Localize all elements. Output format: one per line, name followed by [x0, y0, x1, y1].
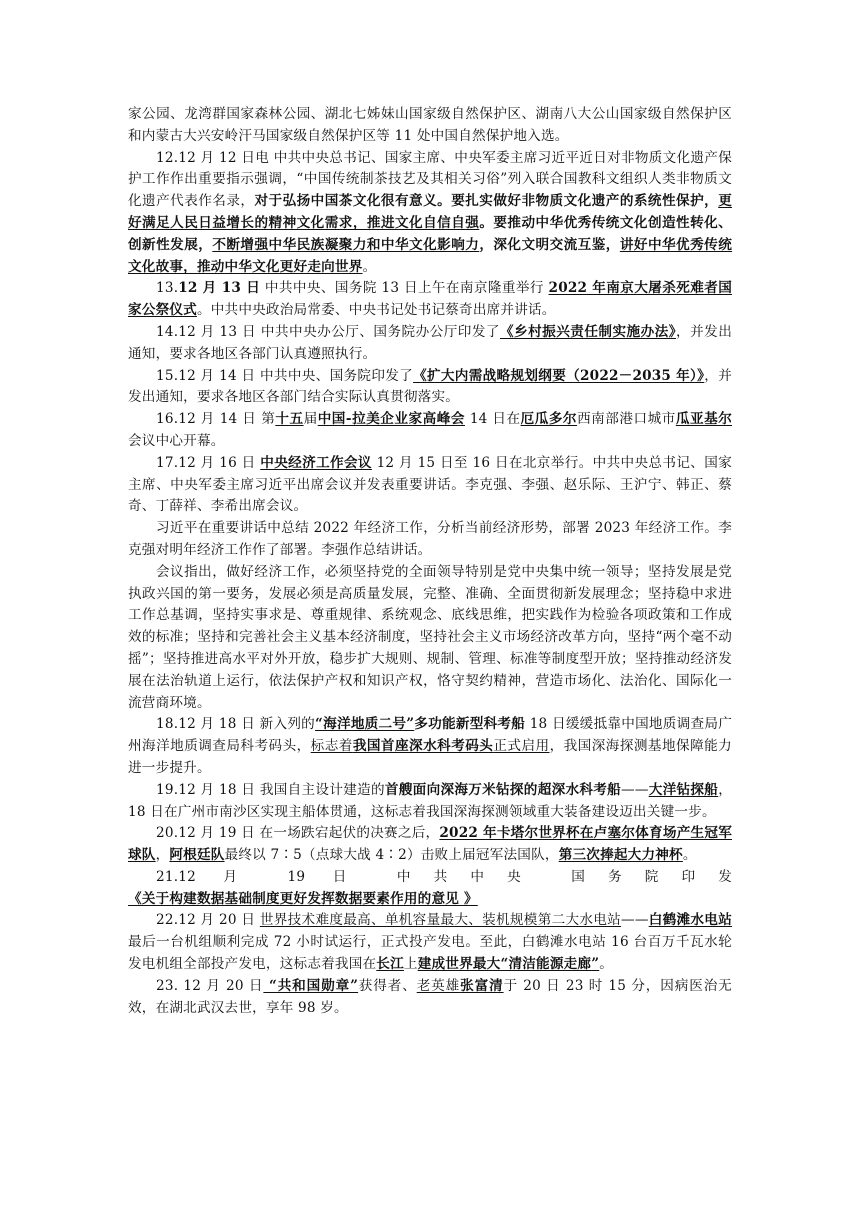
paragraph-text: 。 [599, 956, 614, 973]
paragraph-text: 18 日缓缓抵靠中国地质调查局广州海洋地质调查局科考码头， [128, 716, 732, 755]
emphasized-text: 我国首座深水科考码头 [352, 738, 494, 755]
paragraph-text: —— [621, 912, 649, 929]
paragraph-text: 。 [682, 847, 697, 864]
emphasized-text: 老英雄 [416, 977, 461, 994]
emphasized-text: 对于弘扬中国茶文化很有意义。要扎实做好非物质文化遗产的系统性保护， [254, 193, 719, 210]
paragraph-text: 。中共中央政治局常委、中央书记处书记蔡奇出席并讲话。 [196, 302, 556, 319]
paragraph-text: 西南部港口城市 [577, 411, 676, 428]
news-paragraph [128, 823, 732, 867]
news-paragraph [128, 322, 732, 366]
news-paragraph [128, 104, 732, 148]
paragraph-text: ，并发出通知，要求各地区各部门结合实际认真贯彻落实。 [128, 367, 732, 406]
paragraph-text: 21.12 月 19 日 中共中央 国务院印发 [156, 868, 732, 885]
paragraph-text: 14 日在 [464, 411, 521, 428]
paragraph-text: 23. 12 月 20 日 [156, 977, 264, 994]
paragraph-text: 13. [156, 280, 179, 297]
emphasized-text: 世界技术难度最高、单机容量最大、装机规模第二大水电站 [259, 912, 622, 929]
emphasized-text: 《乡村振兴责任制实施办法》 [499, 323, 677, 340]
emphasized-text: 阿根廷队 [169, 847, 225, 864]
emphasized-text: 2022 年卡塔尔世界杯在卢塞尔体育场产生冠军球队 [128, 825, 732, 864]
paragraph-text: 15.12 月 14 日 中共中央、国务院印发了 [156, 367, 414, 384]
paragraph-text: ，18 日在广州市南沙区实现主船体贯通，这标志着我国深海探测领域重大装备建设迈出关键一步。 [128, 781, 732, 820]
emphasized-text: 十五 [275, 411, 304, 428]
paragraph-text: 中共中央、国务院 13 日上午在南京隆重举行 [260, 280, 549, 297]
paragraph-text: ，我国深海探测基地保障能力进一步提升。 [128, 738, 732, 776]
emphasized-text: 白鹤滩水电站 [648, 912, 732, 929]
news-paragraph [128, 780, 732, 824]
document-body [128, 104, 732, 1019]
emphasized-text: 中央经济工作会议 [260, 454, 372, 471]
news-paragraph [128, 562, 732, 715]
emphasized-text: 第三次捧起大力神杯 [558, 847, 683, 864]
news-paragraph [128, 366, 732, 410]
paragraph-text: 获得者、 [358, 977, 417, 994]
paragraph-text: 19.12 月 18 日 我国自主设计建造的 [156, 781, 385, 798]
paragraph-text: ，并发出通知，要求各地区各部门认真遵照执行。 [128, 323, 732, 362]
emphasized-text: 更好满足人民日益增长的精神文化需求，推进文化自信自强 [128, 193, 732, 231]
paragraph-text: 会议中心开幕。 [128, 432, 225, 449]
paragraph-text: 家公园、龙湾群国家森林公园、湖北七姊妹山国家级自然保护区、湖南八大公山国家级自然保护区和内蒙古大兴安岭汗马国家级自然保护区等 11 处中国自然保护地入选。 [128, 106, 732, 144]
paragraph-text: 18.12 月 18 日 新入列的 [156, 716, 316, 733]
emphasized-text: 不断增强中华民族凝聚力和中华文化影响力 [212, 236, 480, 253]
emphasized-text: ，深化文明交流互鉴， [479, 236, 620, 253]
news-paragraph [128, 867, 732, 911]
paragraph-text: 。 [362, 258, 377, 275]
emphasized-text: 正式启用 [493, 738, 550, 755]
news-paragraph [128, 148, 732, 279]
paragraph-text: —— [621, 781, 649, 798]
paragraph-text: 16.12 月 14 日 第 [156, 411, 276, 428]
emphasized-text: 张富清 [460, 977, 504, 994]
emphasized-text: 大洋钻探船 [648, 781, 719, 798]
news-paragraph [128, 518, 732, 562]
emphasized-text: 讲好中华优秀传统文化故事，推动中华文化更好走向世界 [128, 236, 733, 275]
emphasized-text: “共和国勋章” [263, 977, 359, 994]
news-paragraph [128, 453, 732, 518]
paragraph-text: 12 月 15 日至 16 日在北京举行。中共中央总书记、国家主席、中央军委主席习近平出席会议并发表重要讲话。李克强、李强、赵乐际、王沪宁、韩正、蔡奇、丁薛祥、李希出席会议。 [128, 454, 732, 515]
emphasized-text: 建成世界最大“清洁能源走廊” [417, 956, 600, 973]
paragraph-text: 届 [303, 411, 318, 428]
emphasized-text: 标志着 [310, 738, 353, 755]
paragraph-text: 12.12 月 12 日电 中共中央总书记、国家主席、中央军委主席习近平近日对非物质文化遗产保护工作作出重要指示强调，“中国传统制茶技艺及其相关习俗”列入联合国教科文组织人类非物质文化遗产代表作名录， [128, 149, 732, 210]
news-paragraph [128, 714, 732, 779]
paragraph-text: 于 20 日 23 时 15 分，因病医治无效，在湖北武汉去世，享年 98 岁。 [128, 977, 732, 1016]
paragraph-text: 会议指出，做好经济工作，必须坚持党的全面领导特别是党中央集中统一领导；坚持发展是党执政兴国的第一要务，发展必须是高质量发展，完整、准确、全面贯彻新发展理念；坚持稳中求进工作总基调，坚持实事求是、尊重规律、系统观念、底线思维，把实践作为检验各项政策和工作成效的标准；坚持和完善社会主义基本经济制度，坚持社会主义市场经济改革方向，坚持“两个毫不动摇”；坚持推进高水平对外开放，稳步扩大规则、规制、管理、标准等制度型开放；坚持推动经济发展在法治轨道上运行，依法保护产权和知识产权，恪守契约精神，营造市场化、法治化、国际化一流营商环境。 [128, 563, 732, 711]
emphasized-text: “海洋地质二号” [315, 716, 415, 733]
paragraph-text: 习近平在重要讲话中总结 2022 年经济工作，分析当前经济形势，部署 2023 年经济工作。李克强对明年经济工作作了部署。李强作总结讲话。 [128, 520, 732, 558]
emphasized-text: 瓜亚基尔 [675, 411, 732, 428]
paragraph-text: ， [155, 847, 170, 864]
emphasized-text: 《关于构建数据基础制度更好发挥数据要素作用的意见 》 [128, 890, 478, 907]
paragraph-text: 上 [403, 956, 418, 973]
emphasized-text: 多功能新型科考船 [414, 716, 526, 733]
emphasized-text: 2022 年南京大屠杀死难者国家公祭仪式 [128, 280, 732, 319]
emphasized-text: 首艘面向深海万米钻探的超深水科考船 [384, 781, 622, 798]
news-paragraph [128, 409, 732, 453]
paragraph-text: 20.12 月 19 日 在一场跌宕起伏的决赛之后， [156, 825, 440, 842]
paragraph-text: 22.12 月 20 日 [156, 912, 260, 929]
news-paragraph [128, 910, 732, 975]
news-paragraph [128, 976, 732, 1020]
emphasized-text: 厄瓜多尔 [520, 411, 578, 428]
emphasized-text: 长江 [376, 956, 404, 973]
paragraph-text: 17.12 月 16 日 [156, 454, 261, 471]
paragraph-text: 最终以 7∶5（点球大战 4∶2）击败上届冠军法国队， [224, 847, 559, 864]
news-paragraph [128, 278, 732, 322]
emphasized-text: 。要推动中华优秀传统文化创造性转化、创新性发展， [128, 214, 732, 253]
emphasized-text: 《扩大内需战略规划纲要（2022－2035 年）》 [413, 367, 705, 384]
paragraph-text: 14.12 月 13 日 中共中央办公厅、国务院办公厅印发了 [156, 323, 500, 340]
emphasized-text: 12 月 13 日 [178, 280, 261, 297]
paragraph-text: 最后一台机组顺利完成 72 小时试运行，正式投产发电。至此，白鹤滩水电站 16 台百万千瓦水轮发电机组全部投产发电，这标志着我国在 [128, 934, 732, 973]
emphasized-text: 中国-拉美企业家高峰会 [317, 411, 465, 428]
